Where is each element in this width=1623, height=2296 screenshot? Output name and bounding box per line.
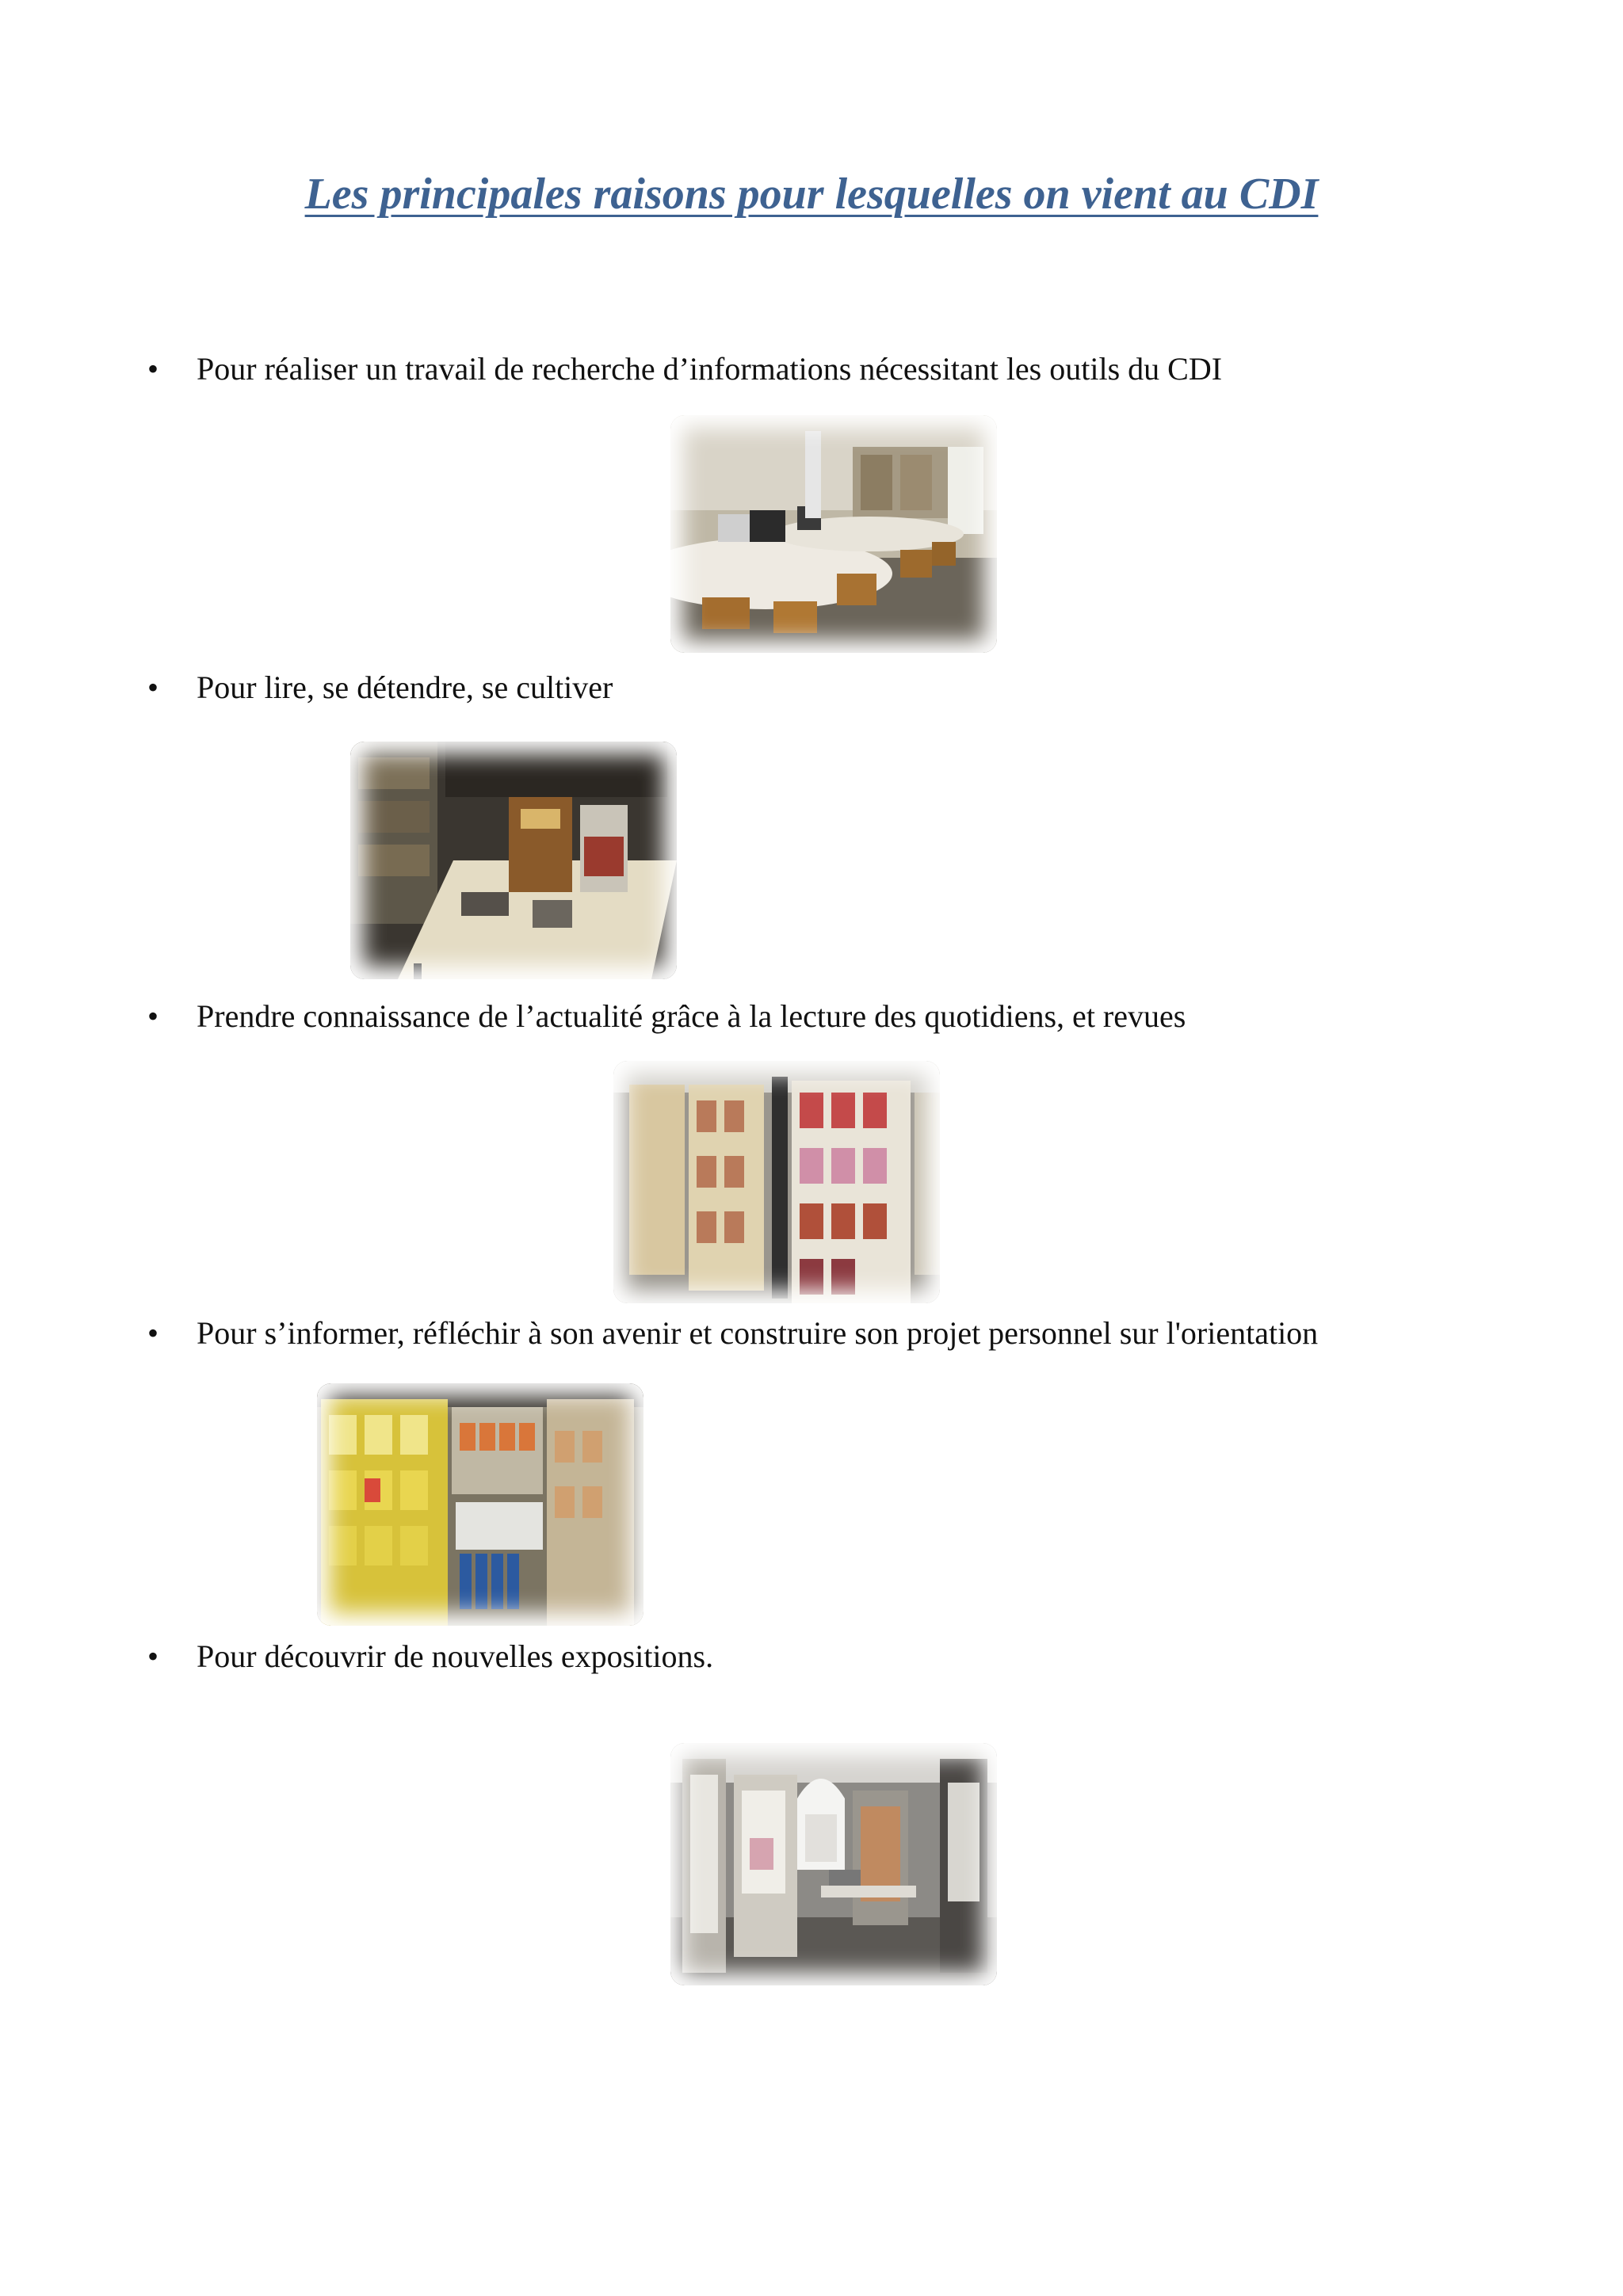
- computer-area-photo: [670, 415, 997, 653]
- list-item-text: Pour lire, se détendre, se cultiver: [197, 669, 613, 705]
- bullet-icon: •: [147, 1638, 159, 1674]
- bullet-icon: •: [147, 998, 159, 1034]
- bullet-icon: •: [147, 351, 159, 387]
- reading-table-photo: [350, 742, 677, 979]
- exhibition-photo: [670, 1743, 997, 1985]
- magazine-rack-photo: [613, 1061, 940, 1303]
- bullet-icon: •: [147, 669, 159, 705]
- list-item-text: Prendre connaissance de l’actualité grâce à la lecture des quotidiens, et revues: [197, 998, 1186, 1034]
- list-item-text: Pour réaliser un travail de recherche d’informations nécessitant les outils du CDI: [197, 351, 1223, 387]
- list-item-text: Pour découvrir de nouvelles expositions.: [197, 1638, 714, 1674]
- orientation-shelves-photo: [317, 1383, 643, 1626]
- bullet-icon: •: [147, 1315, 159, 1351]
- list-item-text: Pour s’informer, réfléchir à son avenir et construire son projet personnel sur l'orientation: [197, 1315, 1319, 1351]
- page-title: Les principales raisons pour lesquelles on vient au CDI: [304, 170, 1319, 219]
